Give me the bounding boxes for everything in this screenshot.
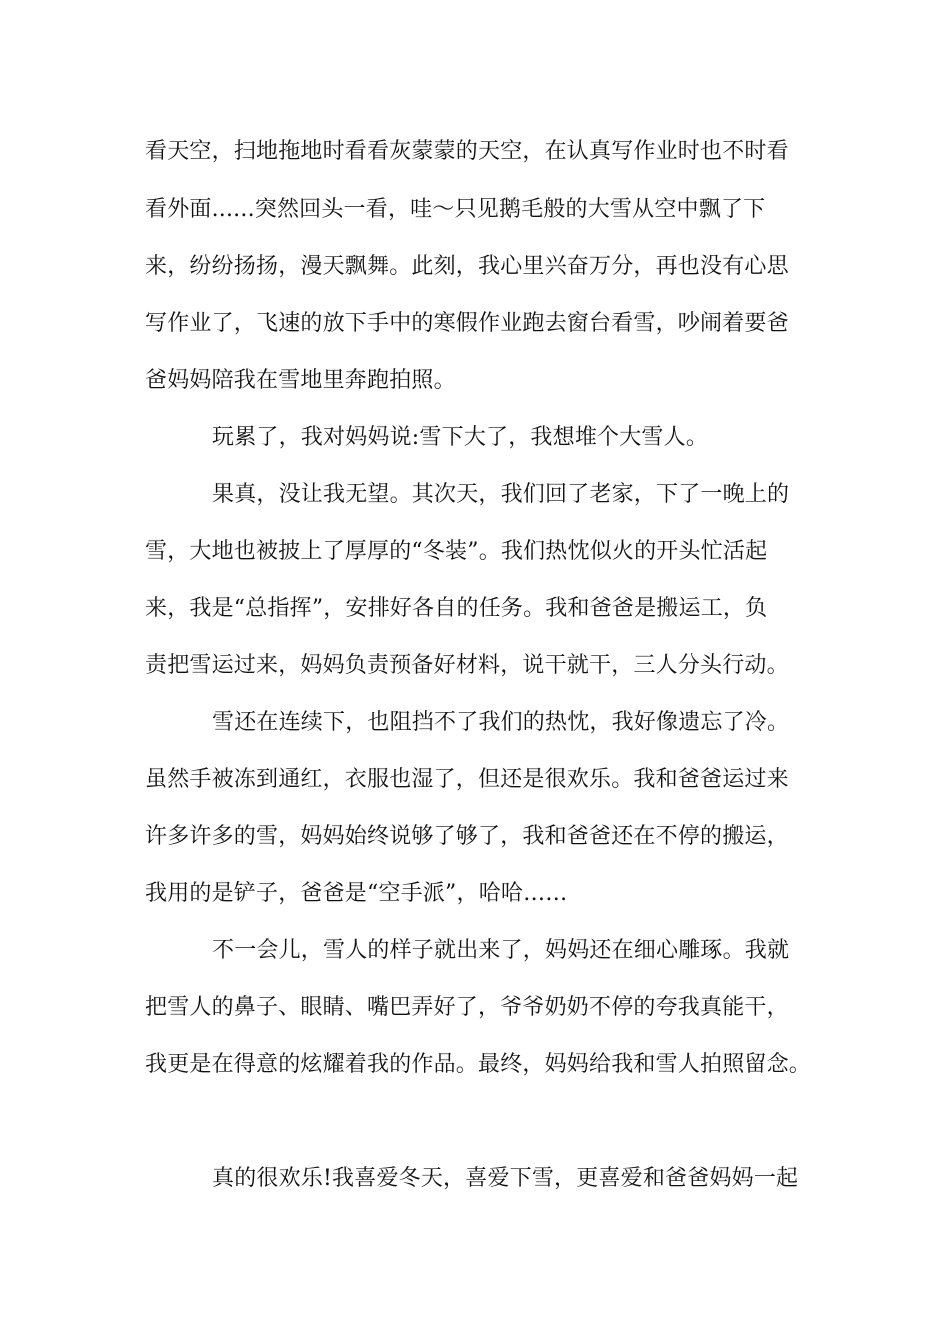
paragraph-1-line-2: 看外面......突然回头一看，哇～只见鹅毛般的大雪从空中飘了下 [145,197,766,222]
paragraph-3-line-4: 责把雪运过来，妈妈负责预备好材料，说干就干，三人分头行动。 [145,653,789,678]
paragraph-4-line-2: 虽然手被冻到通红，衣服也湿了，但还是很欢乐。我和爸爸运过来 [145,767,789,792]
paragraph-4-line-1: 雪还在连续下，也阻挡不了我们的热忱，我好像遗忘了冷。 [212,710,790,735]
paragraph-4-line-4: 我用的是铲子，爸爸是“空手派”，哈哈…… [145,881,568,906]
paragraph-4-line-3: 许多许多的雪，妈妈始终说够了够了，我和爸爸还在不停的搬运， [145,824,789,849]
paragraph-1-line-1: 看天空，扫地拖地时看看灰蒙蒙的天空，在认真写作业时也不时看 [145,139,789,164]
paragraph-6-line-1: 真的很欢乐!我喜爱冬天，喜爱下雪，更喜爱和爸爸妈妈一起 [212,1166,799,1191]
paragraph-5-line-3: 我更是在得意的炫耀着我的作品。最终，妈妈给我和雪人拍照留念。 [145,1052,812,1077]
paragraph-3-line-1: 果真，没让我无望。其次天，我们回了老家，下了一晚上的 [212,482,790,507]
paragraph-1-line-5: 爸妈妈陪我在雪地里奔跑拍照。 [145,368,456,393]
paragraph-3-line-2: 雪，大地也被披上了厚厚的“冬装”。我们热忱似火的开头忙活起 [145,539,768,564]
paragraph-5-line-2: 把雪人的鼻子、眼睛、嘴巴弄好了，爷爷奶奶不停的夸我真能干， [145,995,789,1020]
paragraph-2-line-1: 玩累了，我对妈妈说:雪下大了，我想堆个大雪人。 [212,425,709,450]
paragraph-1-line-3: 来，纷纷扬扬，漫天飘舞。此刻，我心里兴奋万分，再也没有心思 [145,254,789,279]
paragraph-3-line-3: 来，我是“总指挥”，安排好各自的任务。我和爸爸是搬运工，负 [145,596,768,621]
paragraph-5-line-1: 不一会儿，雪人的样子就出来了，妈妈还在细心雕琢。我就 [212,938,790,963]
paragraph-1-line-4: 写作业了，飞速的放下手中的寒假作业跑去窗台看雪，吵闹着要爸 [145,311,789,336]
